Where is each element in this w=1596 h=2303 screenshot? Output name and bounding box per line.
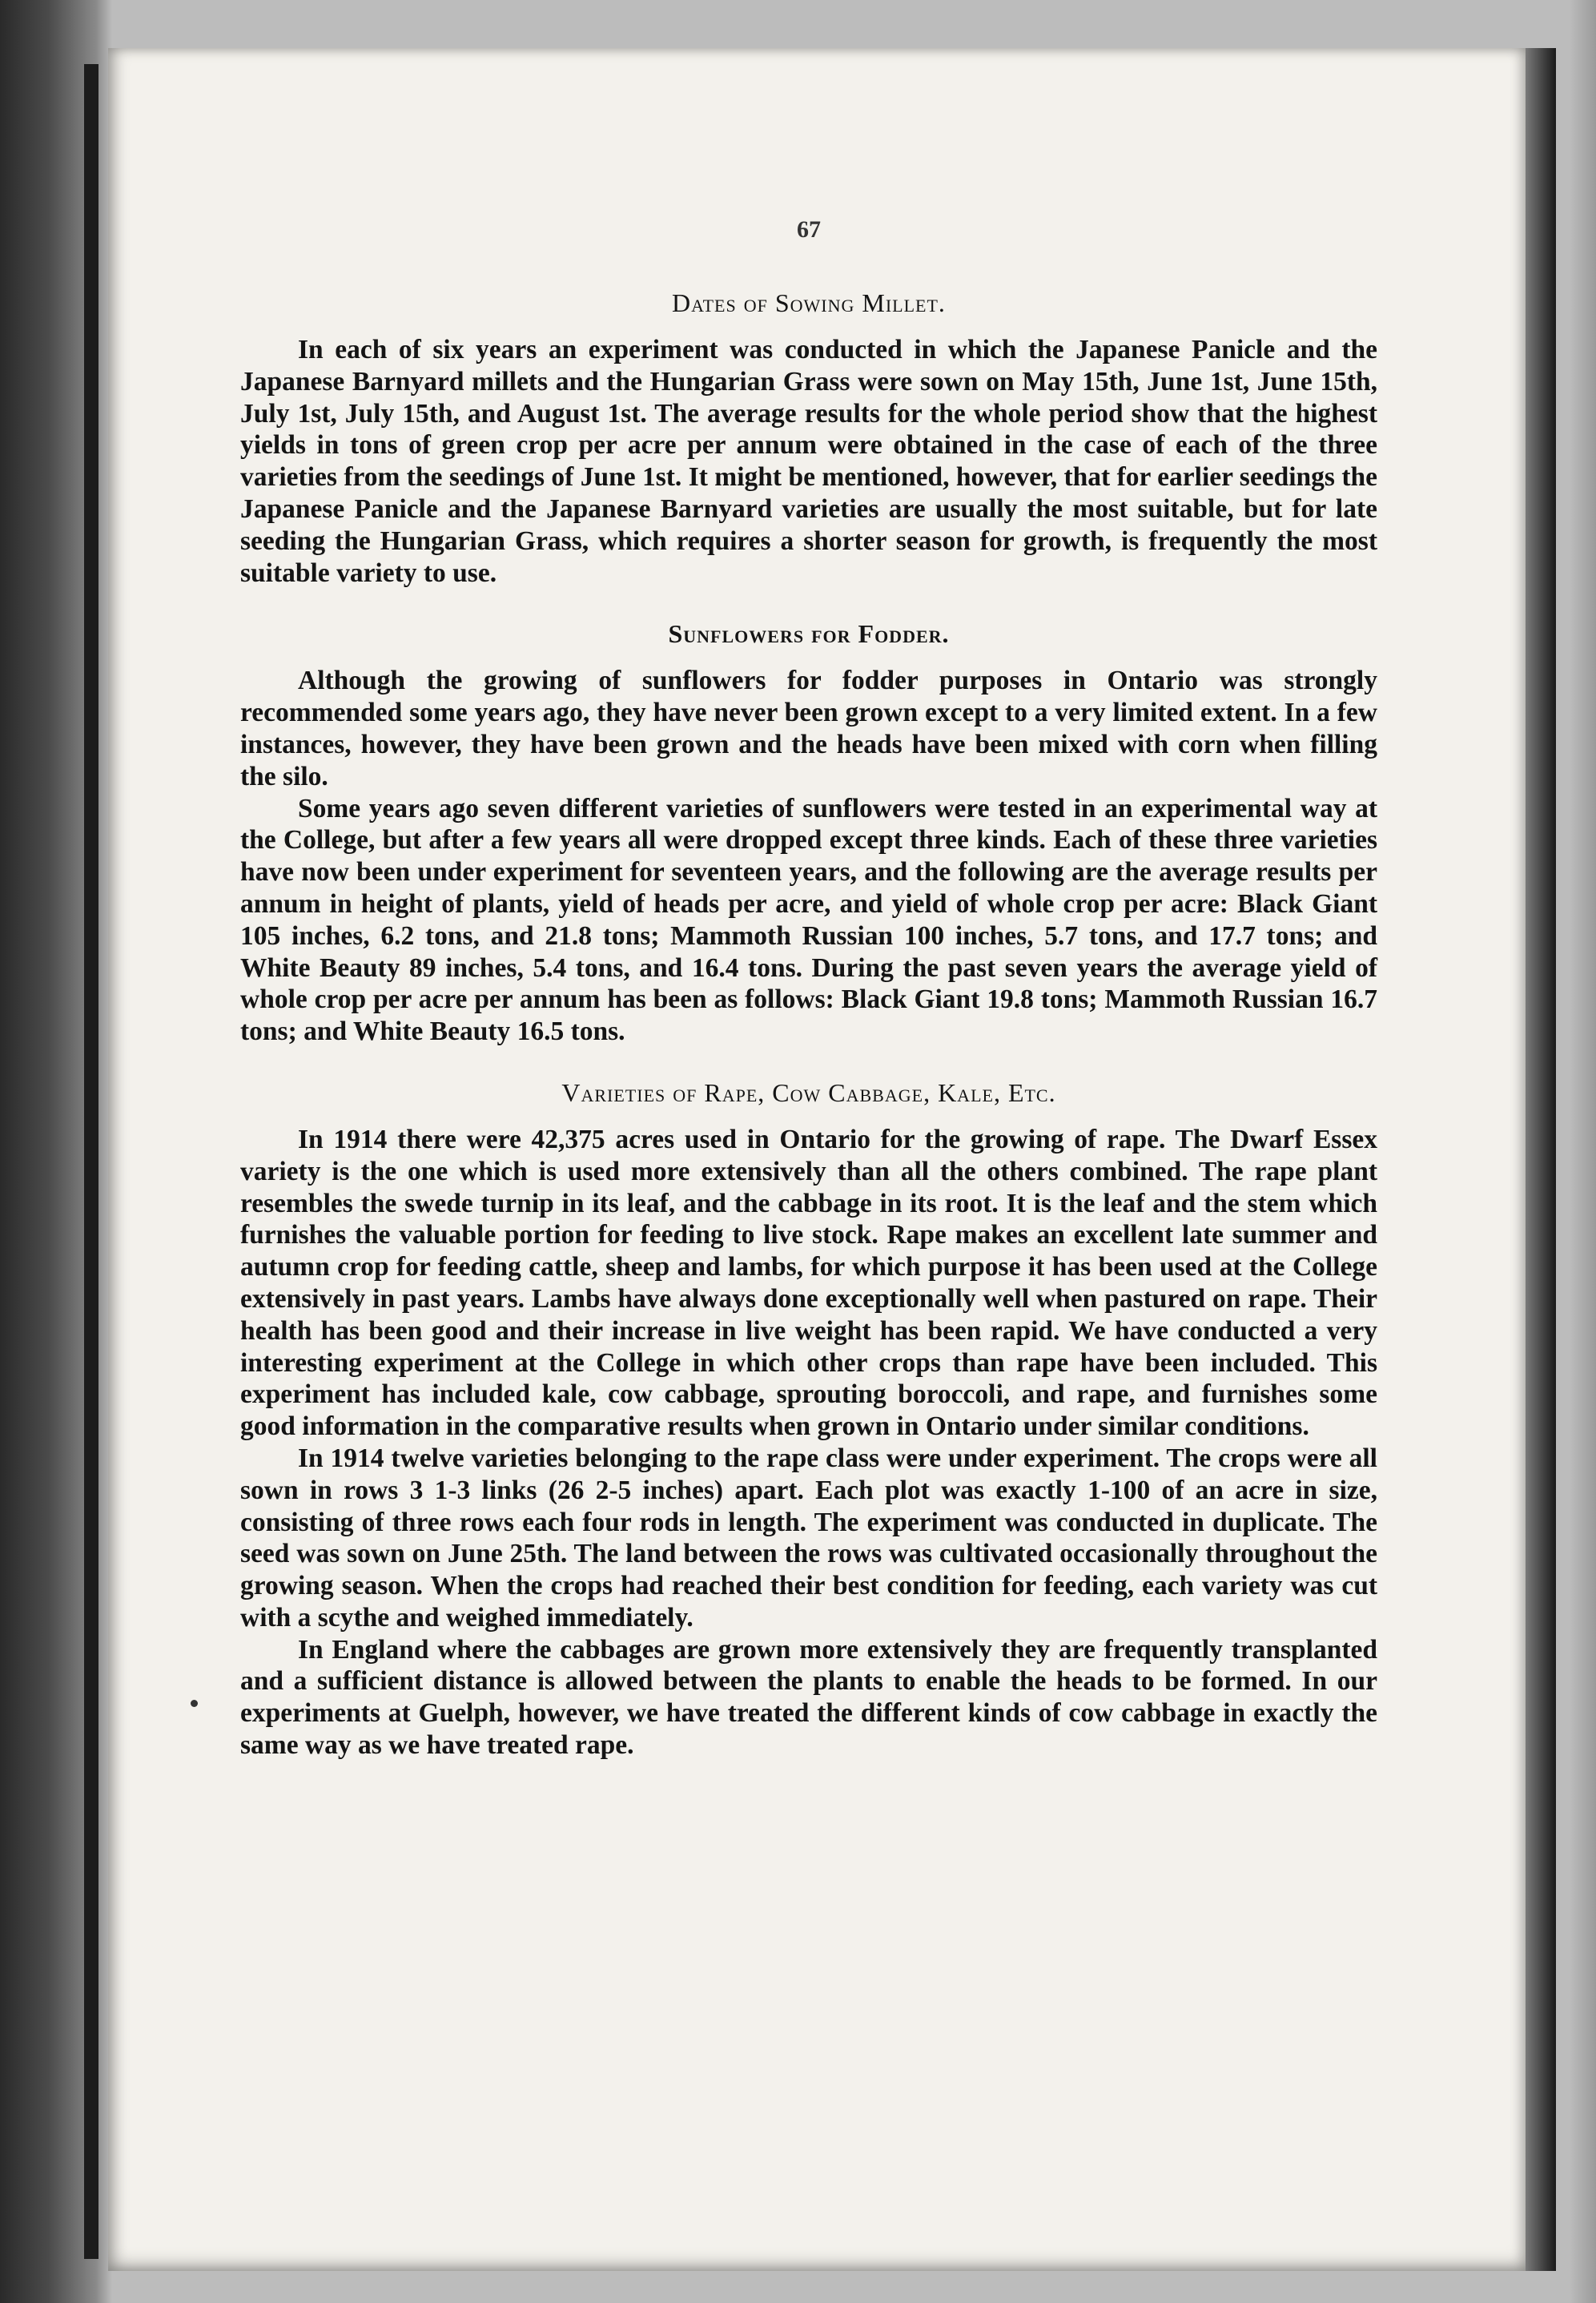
section-dates-of-sowing-millet bbox=[240, 288, 1377, 589]
section-title: Sunflowers for Fodder. bbox=[668, 619, 950, 649]
margin-mark bbox=[191, 1700, 198, 1707]
page-number: 67 bbox=[797, 216, 821, 243]
paragraph: Although the growing of sunflowers for fodder purposes in Ontario was strongly recommended some years ago, they have never been grown except to a very limited extent. In a few instances, however, they have been grown and the heads have been mixed with corn when filling the silo. bbox=[240, 666, 1377, 791]
section-title: Varieties of Rape, Cow Cabbage, Kale, Etc. bbox=[561, 1077, 1056, 1107]
paragraph: Some years ago seven different varieties of sunflowers were tested in an experimental way at the College, but after a few years all were dropped except three kinds. Each of these three varieties have now been under experiment for seventeen years, and the following are the average results per annum in height of plants, yield of heads per acre, and yield of whole crop per acre: Black Giant 105 inches, 6.2 tons, and 21.8 tons; Mammoth Russian 100 inches, 5.7 tons, and 17.7 tons; and White Beauty 89 inches, 5.4 tons, and 16.4 tons. During the past seven years the average yield of whole crop per acre per annum has been as follows: Black Giant 19.8 tons; Mammoth Russian 16.7 tons; and White Beauty 16.5 tons. bbox=[240, 793, 1377, 1047]
paragraph: In each of six years an experiment was conducted in which the Japanese Panicle and the Japanese Barnyard millets and the Hungarian Grass were sown on May 15th, June 1st, June 15th, July 1st, July 15th, and August 1st. The average results for the whole period show that the highest yields in tons of green crop per acre per annum were obtained in the case of each of the three varieties from the seedings of June 1st. It might be mentioned, however, that for earlier seedings the Japanese Panicle and the Japanese Barnyard varieties are usually the most suitable, but for late seeding the Hungarian Grass, which requires a shorter season for growth, is frequently the most suitable variety to use. bbox=[240, 335, 1377, 588]
section-varieties-of-rape bbox=[240, 1078, 1377, 1761]
paragraph: In 1914 there were 42,375 acres used in Ontario for the growing of rape. The Dwarf Essex variety is the one which is used more extensively than all the others combined. The rape plant resembles the swede turnip in its leaf, and the cabbage in its root. It is the leaf and the stem which furnishes the valuable portion for feeding to live stock. Rape makes an excellent late summer and autumn crop for feeding cattle, sheep and lambs, for which purpose it has been used at the College extensively in past years. Lambs have always done exceptionally well when pastured on rape. Their health has been good and their increase in live weight has been rapid. We have conducted a very interesting experiment at the College in which other crops than rape have been included. This experiment has included kale, cow cabbage, sprouting boroccoli, and rape, and furnishes some good information in the comparative results when grown in Ontario under similar conditions. bbox=[240, 1124, 1377, 1442]
section-title: Dates of Sowing Millet. bbox=[672, 288, 946, 317]
paragraph: In England where the cabbages are grown more extensively they are frequently transplanted and a sufficient distance is allowed between the plants to enable the heads to be formed. In our experiments at Guelph, however, we have treated the different kinds of cow cabbage in exactly the same way as we have treated rape. bbox=[240, 1634, 1377, 1761]
paragraph: In 1914 twelve varieties belonging to the rape class were under experiment. The crops were all sown in rows 3 1-3 links (26 2-5 inches) apart. Each plot was exactly 1-100 of an acre in size, consisting of three rows each four rods in length. The experiment was conducted in duplicate. The seed was sown on June 25th. The land between the rows was cultivated occasionally throughout the growing season. When the crops had reached their best condition for feeding, each variety was cut with a scythe and weighed immediately. bbox=[240, 1443, 1377, 1633]
book-spine bbox=[84, 64, 98, 2259]
page-content bbox=[240, 216, 1377, 1792]
section-sunflowers-for-fodder bbox=[240, 619, 1377, 1048]
page-edge-shadow bbox=[1526, 48, 1556, 2271]
